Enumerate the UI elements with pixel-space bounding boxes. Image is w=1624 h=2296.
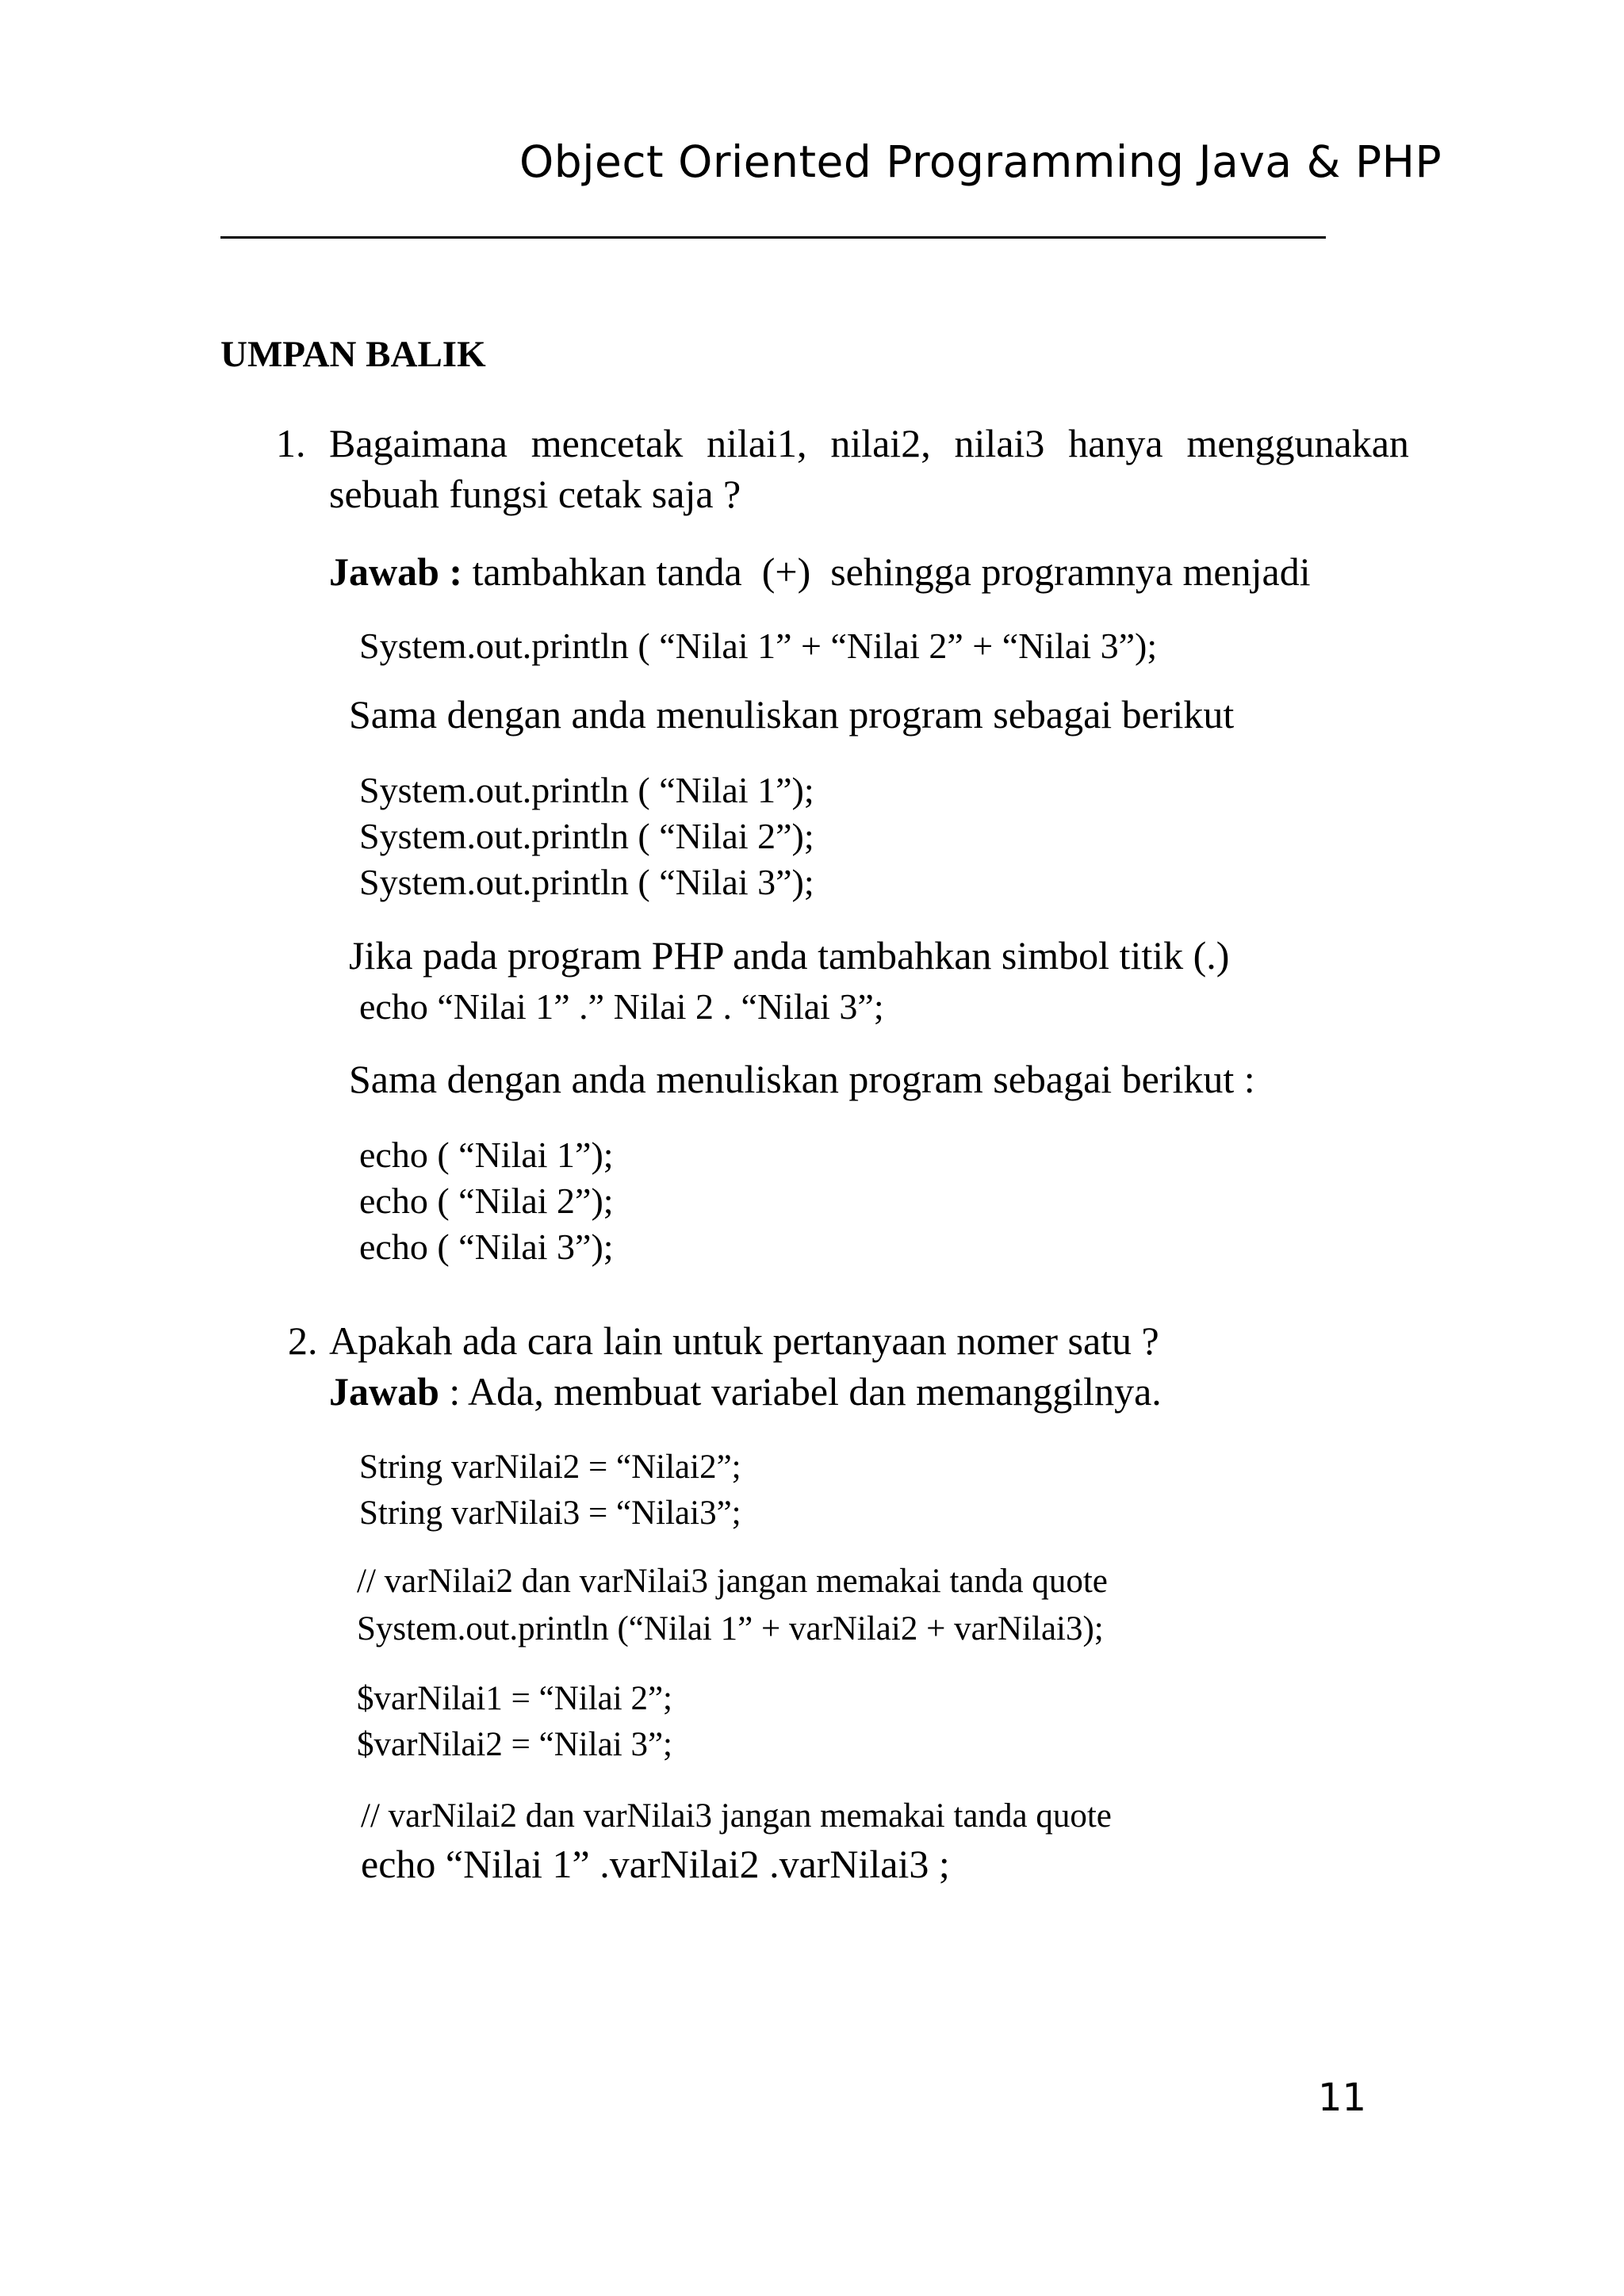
- q2-answer: [329, 1368, 1162, 1414]
- page-header-title: Object Oriented Programming Java & PHP: [519, 136, 1442, 187]
- q2-php-var: $varNilai2 = “Nilai 3”;: [357, 1726, 672, 1763]
- q2-answer-text: : Ada, membuat variabel dan memanggilnya.: [439, 1369, 1162, 1414]
- q1-php-line: echo ( “Nilai 3”);: [359, 1226, 614, 1267]
- q2-java-var: String varNilai2 = “Nilai2”;: [359, 1448, 741, 1486]
- q2-php-comment: // varNilai2 dan varNilai3 jangan memakai tanda quote: [361, 1797, 1112, 1835]
- q1-word: nilai2,: [830, 421, 931, 465]
- q2-java-comment: // varNilai2 dan varNilai3 jangan memakai tanda quote: [357, 1563, 1108, 1600]
- q2-java-var: String varNilai3 = “Nilai3”;: [359, 1494, 741, 1532]
- q1-answer: [329, 549, 1311, 595]
- q1-answer-text: tambahkan tanda (+) sehingga programnya menjadi: [472, 549, 1311, 594]
- q1-code-line: System.out.println ( “Nilai 2”);: [359, 816, 814, 856]
- q1-code-line: System.out.println ( “Nilai 3”);: [359, 862, 814, 902]
- q1-same-as-php: Sama dengan anda menuliskan program sebagai berikut :: [349, 1057, 1255, 1101]
- q1-answer-label: Jawab :: [329, 549, 463, 594]
- page-number: 11: [1318, 2076, 1367, 2120]
- q2-java-print: System.out.println (“Nilai 1” + varNilai2 + varNilai3);: [357, 1610, 1104, 1647]
- q1-word: nilai1,: [707, 421, 807, 465]
- q1-php-line: echo ( “Nilai 1”);: [359, 1135, 614, 1175]
- q1-php-concat: echo “Nilai 1” .” Nilai 2 . “Nilai 3”;: [359, 986, 884, 1027]
- q1-word: menggunakan: [1186, 421, 1409, 465]
- q2-answer-label: Jawab: [329, 1369, 439, 1414]
- q2-question: Apakah ada cara lain untuk pertanyaan nomer satu ?: [329, 1318, 1159, 1363]
- q1-question-line2: sebuah fungsi cetak saja ?: [329, 472, 741, 516]
- q2-php-echo: echo “Nilai 1” .varNilai2 .varNilai3 ;: [361, 1842, 950, 1886]
- q1-question-line1: [329, 420, 1409, 466]
- q2-php-var: $varNilai1 = “Nilai 2”;: [357, 1680, 672, 1717]
- q1-word: Bagaimana: [329, 421, 508, 465]
- q1-code-line: System.out.println ( “Nilai 1”);: [359, 770, 814, 810]
- q1-code-concat: System.out.println ( “Nilai 1” + “Nilai 2” + “Nilai 3”);: [359, 626, 1158, 666]
- q1-php-note: Jika pada program PHP anda tambahkan simbol titik (.): [349, 933, 1230, 978]
- header-rule: [220, 236, 1326, 239]
- q1-word: mencetak: [530, 421, 684, 465]
- q1-same-as: Sama dengan anda menuliskan program sebagai berikut: [349, 692, 1235, 737]
- q1-word: nilai3: [954, 421, 1045, 465]
- q1-word: hanya: [1068, 421, 1163, 465]
- q2-number: 2.: [288, 1318, 318, 1363]
- q1-number: 1.: [276, 421, 306, 465]
- section-title: UMPAN BALIK: [220, 334, 486, 375]
- q1-php-line: echo ( “Nilai 2”);: [359, 1181, 614, 1221]
